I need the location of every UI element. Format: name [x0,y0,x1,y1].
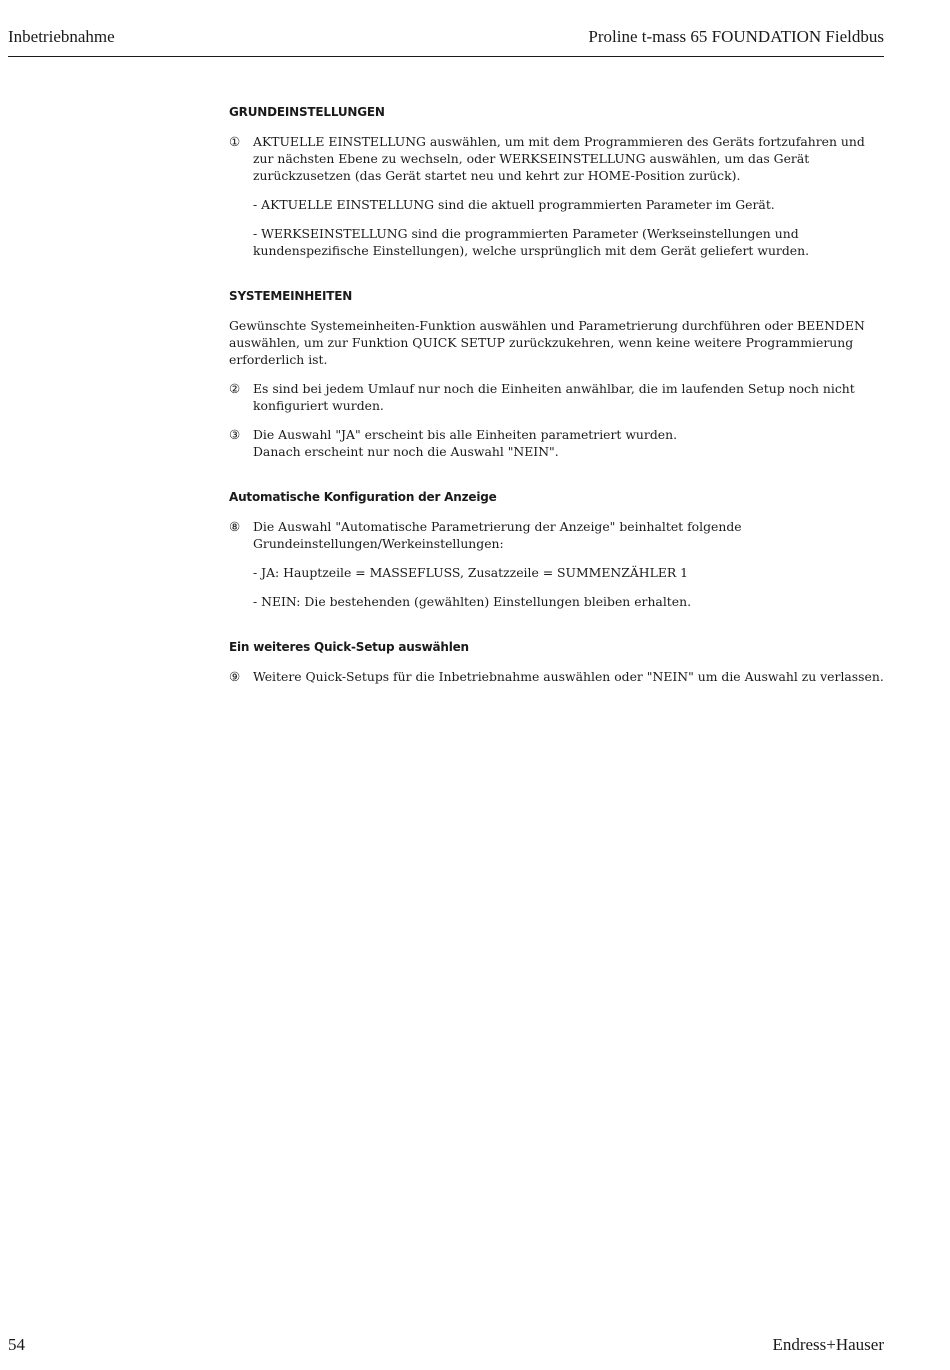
circled-number-9: ⑨ [229,669,241,684]
numbered-item-3 [229,426,884,460]
header-product-title: Proline t-mass 65 FOUNDATION Fieldbus [588,27,884,46]
item-1-text: AKTUELLE EINSTELLUNG auswählen, um mit dem Programmieren des Geräts fortzufahren und zur nächsten Ebene zu wechseln, oder WERKSEINSTELLUNG auswählen, um das Gerät zurückzusetzen (das Gerät startet neu und kehrt zur HOME-Position zurück). [253,134,865,183]
page-footer [8,1335,884,1357]
circled-number-3: ③ [229,427,241,442]
circled-number-8: ⑧ [229,519,241,534]
sub-item-nein: - NEIN: Die bestehenden (gewählten) Einstellungen bleiben erhalten. [253,594,692,609]
page-number: 54 [8,1335,25,1354]
numbered-item-2 [229,380,884,414]
header-chapter-title: Inbetriebnahme [8,27,115,46]
brand-name: Endress+Hauser [772,1335,884,1354]
circled-number-2: ② [229,381,241,396]
item-3-line-1: Die Auswahl "JA" erscheint bis alle Einheiten parametriert wurden. [253,427,678,442]
sub-item-ja: - JA: Hauptzeile = MASSEFLUSS, Zusatzzeile = SUMMENZÄHLER 1 [253,565,689,580]
section-title-grundeinstellungen: GRUNDEINSTELLUNGEN [229,105,385,119]
item-2-text: Es sind bei jedem Umlauf nur noch die Einheiten anwählbar, die im laufenden Setup noch nicht konfiguriert wurden. [253,381,855,413]
item-9-text: Weitere Quick-Setups für die Inbetriebnahme auswählen oder "NEIN" um die Auswahl zu verlassen. [253,669,884,684]
sub-item-werkseinstellung: - WERKSEINSTELLUNG sind die programmierten Parameter (Werkseinstellungen und kundenspezifische Einstellungen), welche ursprünglich mit dem Gerät geliefert wurden. [253,226,810,258]
item-8-text: Die Auswahl "Automatische Parametrierung der Anzeige" beinhaltet folgende Grundeinstellungen/Werkeinstellungen: [253,519,742,551]
section-title-anzeige: Automatische Konfiguration der Anzeige [229,490,497,504]
systemeinheiten-intro: Gewünschte Systemeinheiten-Funktion auswählen und Parametrierung durchführen oder BEENDEN auswählen, um zur Funktion QUICK SETUP zurückzukehren, wenn keine weitere Programmierung erforderlich ist. [229,318,865,367]
circled-number-1: ① [229,134,241,149]
section-title-systemeinheiten: SYSTEMEINHEITEN [229,289,353,303]
numbered-item-9 [229,668,884,685]
numbered-item-8 [229,518,884,552]
section-grundeinstellungen [229,104,884,259]
page-header [8,27,884,49]
section-anzeige [229,489,884,610]
main-content [229,104,884,714]
section-title-quicksetup: Ein weiteres Quick-Setup auswählen [229,640,469,654]
item-3-line-2: Danach erscheint nur noch die Auswahl "NEIN". [253,444,559,459]
section-systemeinheiten [229,288,884,460]
sub-item-aktuelle-einstellung: - AKTUELLE EINSTELLUNG sind die aktuell programmierten Parameter im Gerät. [253,197,775,212]
section-quicksetup [229,639,884,685]
header-divider [8,56,884,57]
numbered-item-1 [229,133,884,184]
